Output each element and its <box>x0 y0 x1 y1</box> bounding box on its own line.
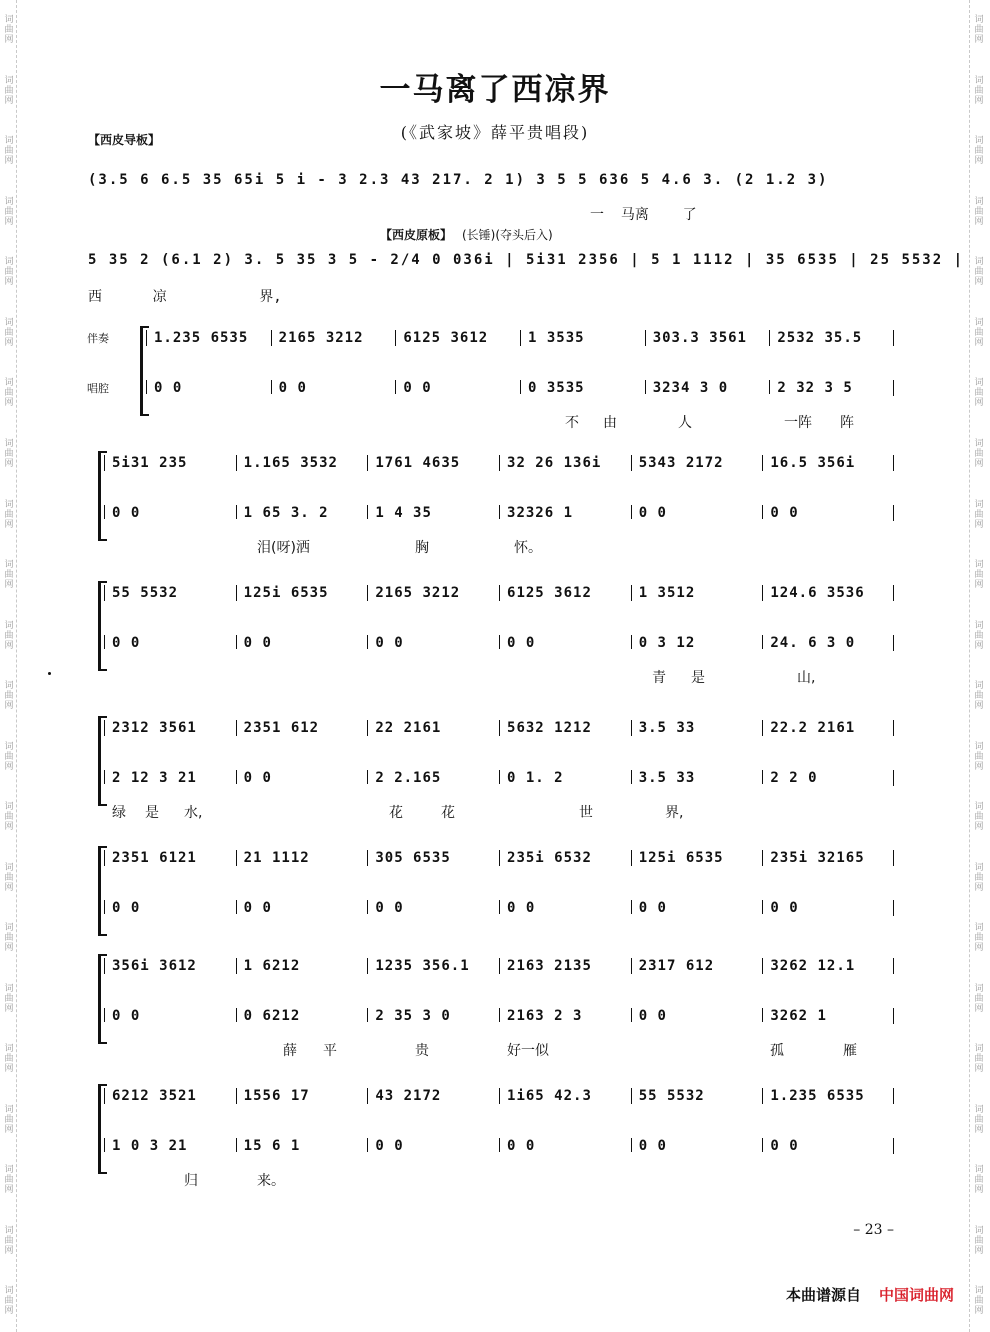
accompaniment-row <box>104 1088 894 1104</box>
accompaniment-measure: 6125 3612 <box>499 585 631 601</box>
accompaniment-row <box>146 330 894 346</box>
vocal-measure: 0 0 <box>762 900 894 916</box>
right-watermark-strip <box>969 0 988 1332</box>
vocal-measure: 24. 6 3 0 <box>762 635 894 651</box>
watermark-text: 词 曲 网 <box>974 983 984 1014</box>
lyric-text: 胸 <box>415 540 429 556</box>
vocal-measure: 0 0 <box>631 1138 763 1154</box>
accompaniment-measure: 3262 12.1 <box>762 958 894 974</box>
watermark-text: 词 曲 网 <box>4 257 14 288</box>
lyric-text: 薛 <box>283 1043 297 1059</box>
accompaniment-measure: 2312 3561 <box>104 720 236 736</box>
vocal-measure: 0 6212 <box>236 1008 368 1024</box>
accompaniment-row <box>104 850 894 866</box>
lyrics-row <box>104 1170 894 1188</box>
watermark-text: 词 曲 网 <box>4 378 14 409</box>
vocal-measure: 3234 3 0 <box>645 380 770 396</box>
intro-notation-line-1: (3.5 6 6.5 35 65i 5 i - 3 2.3 43 217. 2 1) 3 5 5 636 5 4.6 3. (2 1.2 3) <box>88 172 829 188</box>
accompaniment-measure: 1761 4635 <box>367 455 499 471</box>
vocal-measure: 0 0 <box>367 635 499 651</box>
accompaniment-measure: 55 5532 <box>631 1088 763 1104</box>
lyric-text: 花 <box>389 805 403 821</box>
page-number: – 23 – <box>853 1222 894 1238</box>
vocal-row <box>104 900 894 916</box>
vocal-measure: 0 0 <box>631 900 763 916</box>
watermark-text: 词 曲 网 <box>4 560 14 591</box>
accompaniment-measure: 1 3535 <box>520 330 645 346</box>
lyric-text: 不 <box>565 415 579 431</box>
accompaniment-measure: 1.165 3532 <box>236 455 368 471</box>
vocal-measure: 0 0 <box>499 900 631 916</box>
watermark-text: 词 曲 网 <box>974 257 984 288</box>
vocal-measure: 2163 2 3 <box>499 1008 631 1024</box>
accompaniment-measure: 32 26 136i <box>499 455 631 471</box>
intro-lyrics-line-1: 一 马离 了 <box>590 207 697 223</box>
watermark-text: 词 曲 网 <box>4 1104 14 1135</box>
watermark-text: 词 曲 网 <box>974 862 984 893</box>
vocal-measure: 0 0 <box>146 380 271 396</box>
vocal-measure: 2 2 0 <box>762 770 894 786</box>
vocal-measure: 0 0 <box>395 380 520 396</box>
accompaniment-measure: 21 1112 <box>236 850 368 866</box>
accompaniment-measure: 303.3 3561 <box>645 330 770 346</box>
watermark-text: 词 曲 网 <box>4 15 14 46</box>
watermark-text: 词 曲 网 <box>974 378 984 409</box>
watermark-text: 词 曲 网 <box>974 620 984 651</box>
accompaniment-measure: 6125 3612 <box>395 330 520 346</box>
lyrics-row <box>104 537 894 555</box>
vocal-measure: 0 0 <box>762 1138 894 1154</box>
watermark-text: 词 曲 网 <box>974 1286 984 1317</box>
lyric-text: 青 <box>652 670 666 686</box>
left-watermark-strip <box>2 0 17 1332</box>
vocal-measure: 1 0 3 21 <box>104 1138 236 1154</box>
vocal-row <box>104 505 894 521</box>
accompaniment-measure: 2351 6121 <box>104 850 236 866</box>
vocal-measure: 0 0 <box>236 900 368 916</box>
vocal-measure: 2 2.165 <box>367 770 499 786</box>
vocal-measure: 0 0 <box>236 635 368 651</box>
accompaniment-measure: 5632 1212 <box>499 720 631 736</box>
watermark-text: 词 曲 网 <box>4 1044 14 1075</box>
lyric-text: 绿 <box>112 805 126 821</box>
watermark-text: 词 曲 网 <box>4 620 14 651</box>
lyric-text: 归 <box>184 1173 198 1189</box>
lyric-text: 世 <box>579 805 593 821</box>
vocal-measure: 0 0 <box>236 770 368 786</box>
accompaniment-measure: 125i 6535 <box>631 850 763 866</box>
lyrics-row <box>104 802 894 820</box>
vocal-measure: 0 0 <box>104 635 236 651</box>
watermark-text: 词 曲 网 <box>974 317 984 348</box>
vocal-measure: 1 4 35 <box>367 505 499 521</box>
accompaniment-row <box>104 455 894 471</box>
watermark-text: 词 曲 网 <box>974 438 984 469</box>
watermark-text: 词 曲 网 <box>4 1165 14 1196</box>
accompaniment-measure: 2165 3212 <box>367 585 499 601</box>
watermark-text: 词 曲 网 <box>974 741 984 772</box>
watermark-text: 词 曲 网 <box>974 1225 984 1256</box>
lyric-text: 来。 <box>257 1173 285 1189</box>
accompaniment-measure: 1 3512 <box>631 585 763 601</box>
watermark-text: 词 曲 网 <box>4 741 14 772</box>
vocal-measure: 0 0 <box>631 505 763 521</box>
accompaniment-row <box>104 585 894 601</box>
watermark-text: 词 曲 网 <box>4 862 14 893</box>
source-credit <box>786 1284 954 1305</box>
watermark-text: 词 曲 网 <box>4 317 14 348</box>
watermark-text: 词 曲 网 <box>974 75 984 106</box>
vocal-measure: 15 6 1 <box>236 1138 368 1154</box>
role-vocal: 唱腔 <box>87 382 109 395</box>
watermark-text: 词 曲 网 <box>974 802 984 833</box>
watermark-text: 词 曲 网 <box>974 499 984 530</box>
source-prefix: 本曲谱源自 <box>785 1286 861 1304</box>
vocal-row <box>104 635 894 651</box>
role-accompaniment: 伴奏 <box>87 332 109 345</box>
intro-notation-line-2: 5 35 2 (6.1 2) 3. 5 35 3 5 - 2/4 0 036i | 5i31 2356 | 5 1 1112 | 35 6535 | 25 5532 | <box>88 252 965 268</box>
watermark-text: 词 曲 网 <box>4 438 14 469</box>
lyrics-row <box>104 1040 894 1058</box>
vocal-measure: 0 0 <box>104 900 236 916</box>
watermark-text: 词 曲 网 <box>4 75 14 106</box>
vocal-measure: 0 0 <box>499 635 631 651</box>
accompaniment-measure: 1556 17 <box>236 1088 368 1104</box>
accompaniment-measure: 124.6 3536 <box>762 585 894 601</box>
watermark-text: 词 曲 网 <box>974 1044 984 1075</box>
mode-note: (长锤)(夺头后入) <box>462 228 553 242</box>
lyric-text: 泪(呀)洒 <box>257 540 310 556</box>
accompaniment-measure: 2351 612 <box>236 720 368 736</box>
vocal-measure: 3262 1 <box>762 1008 894 1024</box>
vocal-measure: 2 35 3 0 <box>367 1008 499 1024</box>
watermark-text: 词 曲 网 <box>974 923 984 954</box>
lyrics-row <box>104 667 894 685</box>
mode-label: 【西皮原板】 <box>380 228 453 242</box>
intro-lyrics-line-2: 西 凉 界, <box>88 289 282 305</box>
accompaniment-measure: 1.235 6535 <box>146 330 271 346</box>
lyric-text: 孤 <box>770 1043 784 1059</box>
accompaniment-measure: 5i31 235 <box>104 455 236 471</box>
lyric-text: 阵 <box>840 415 854 431</box>
lyric-text: 好一似 <box>507 1043 549 1059</box>
section-label: 【西皮导板】 <box>88 133 161 147</box>
accompaniment-measure: 235i 6532 <box>499 850 631 866</box>
song-subtitle: (《武家坡》薛平贵唱段) <box>400 123 590 142</box>
lyric-text: 一阵 <box>784 415 812 431</box>
accompaniment-measure: 1235 356.1 <box>367 958 499 974</box>
accompaniment-measure: 2317 612 <box>631 958 763 974</box>
vocal-measure: 0 0 <box>104 505 236 521</box>
watermark-text: 词 曲 网 <box>4 1225 14 1256</box>
accompaniment-measure: 305 6535 <box>367 850 499 866</box>
source-site: 中国词曲网 <box>878 1286 954 1304</box>
vocal-measure: 0 0 <box>367 1138 499 1154</box>
accompaniment-measure: 16.5 356i <box>762 455 894 471</box>
accompaniment-measure: 1.235 6535 <box>762 1088 894 1104</box>
vocal-measure: 0 3 12 <box>631 635 763 651</box>
vocal-measure: 2 12 3 21 <box>104 770 236 786</box>
accompaniment-measure: 235i 32165 <box>762 850 894 866</box>
watermark-text: 词 曲 网 <box>4 983 14 1014</box>
watermark-text: 词 曲 网 <box>974 1104 984 1135</box>
accompaniment-measure: 22.2 2161 <box>762 720 894 736</box>
watermark-text: 词 曲 网 <box>4 923 14 954</box>
accompaniment-measure: 125i 6535 <box>236 585 368 601</box>
lyrics-row <box>104 932 894 950</box>
watermark-text: 词 曲 网 <box>974 681 984 712</box>
vocal-measure: 0 0 <box>367 900 499 916</box>
vocal-measure: 0 0 <box>104 1008 236 1024</box>
vocal-measure: 0 0 <box>762 505 894 521</box>
lyric-text: 由 <box>603 415 617 431</box>
accompaniment-measure: 3.5 33 <box>631 720 763 736</box>
lyric-text: 花 <box>441 805 455 821</box>
stray-dot <box>48 672 51 675</box>
lyric-text: 人 <box>678 415 692 431</box>
lyric-text: 是 <box>691 670 705 686</box>
song-title: 一马离了西凉界 <box>379 72 611 108</box>
accompaniment-measure: 2163 2135 <box>499 958 631 974</box>
vocal-row <box>104 1008 894 1024</box>
watermark-text: 词 曲 网 <box>4 1286 14 1317</box>
watermark-text: 词 曲 网 <box>974 15 984 46</box>
lyrics-row <box>146 412 894 430</box>
vocal-measure: 0 1. 2 <box>499 770 631 786</box>
vocal-row <box>104 770 894 786</box>
vocal-measure: 0 0 <box>271 380 396 396</box>
lyric-text: 水, <box>184 805 203 821</box>
vocal-measure: 0 3535 <box>520 380 645 396</box>
lyric-text: 界, <box>665 805 684 821</box>
lyric-text: 山, <box>797 670 816 686</box>
accompaniment-measure: 43 2172 <box>367 1088 499 1104</box>
accompaniment-measure: 5343 2172 <box>631 455 763 471</box>
watermark-text: 词 曲 网 <box>974 560 984 591</box>
accompaniment-measure: 2165 3212 <box>271 330 396 346</box>
lyric-text: 雁 <box>843 1043 857 1059</box>
watermark-text: 词 曲 网 <box>4 681 14 712</box>
accompaniment-row <box>104 720 894 736</box>
watermark-text: 词 曲 网 <box>4 136 14 167</box>
watermark-text: 词 曲 网 <box>974 136 984 167</box>
vocal-measure: 0 0 <box>499 1138 631 1154</box>
lyric-text: 平 <box>323 1043 337 1059</box>
accompaniment-measure: 22 2161 <box>367 720 499 736</box>
watermark-text: 词 曲 网 <box>974 1165 984 1196</box>
watermark-text: 词 曲 网 <box>4 499 14 530</box>
vocal-row <box>146 380 894 396</box>
watermark-text: 词 曲 网 <box>4 196 14 227</box>
lyric-text: 是 <box>145 805 159 821</box>
lyric-text: 怀。 <box>514 540 542 556</box>
vocal-measure: 1 65 3. 2 <box>236 505 368 521</box>
watermark-text: 词 曲 网 <box>974 196 984 227</box>
vocal-row <box>104 1138 894 1154</box>
accompaniment-row <box>104 958 894 974</box>
accompaniment-measure: 1 6212 <box>236 958 368 974</box>
vocal-measure: 0 0 <box>631 1008 763 1024</box>
accompaniment-measure: 2532 35.5 <box>769 330 894 346</box>
watermark-text: 词 曲 网 <box>4 802 14 833</box>
vocal-measure: 2 32 3 5 <box>769 380 894 396</box>
lyric-text: 贵 <box>415 1043 429 1059</box>
accompaniment-measure: 6212 3521 <box>104 1088 236 1104</box>
vocal-measure: 3.5 33 <box>631 770 763 786</box>
accompaniment-measure: 356i 3612 <box>104 958 236 974</box>
accompaniment-measure: 55 5532 <box>104 585 236 601</box>
vocal-measure: 32326 1 <box>499 505 631 521</box>
accompaniment-measure: 1i65 42.3 <box>499 1088 631 1104</box>
